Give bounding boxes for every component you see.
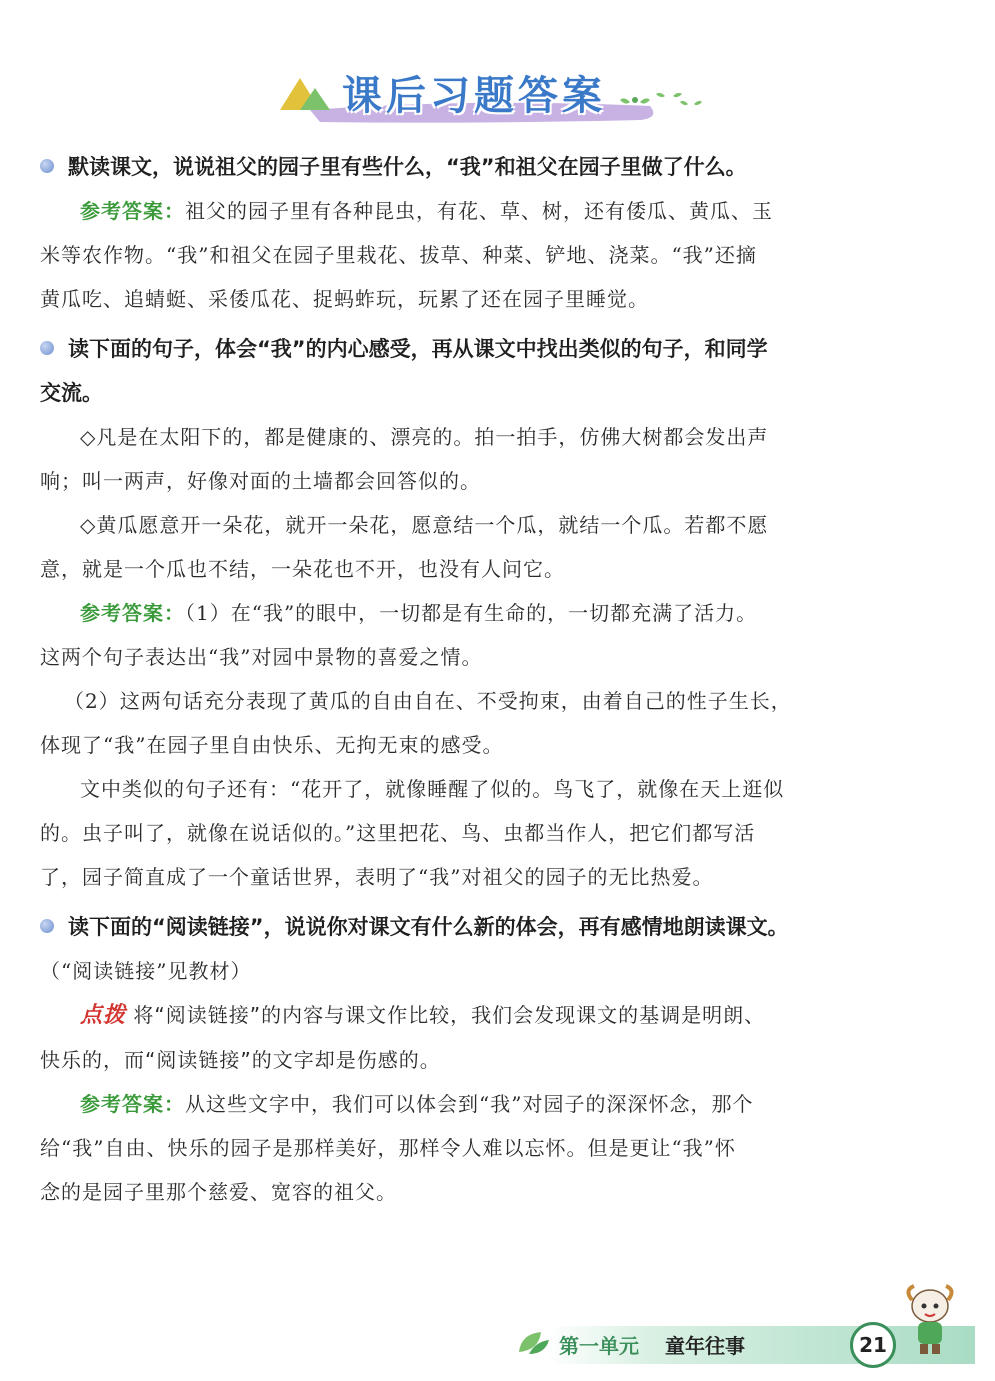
q2-sentence-1: ◇凡是在太阳下的，都是健康的、漂亮的。拍一拍手，仿佛大树都会发出声 <box>80 425 769 449</box>
q2-similar: 了，园子简直成了一个童话世界，表明了“我”对祖父的园子的无比热爱。 <box>40 865 714 889</box>
q1-answer-line <box>40 189 885 233</box>
question-1 <box>40 145 885 189</box>
q1-answer-text: 祖父的园子里有各种昆虫，有花、草、树，还有倭瓜、黄瓜、玉 <box>185 199 773 223</box>
q2-sentence-2: 意，就是一个瓜也不结，一朵花也不开，也没有人问它。 <box>40 557 565 581</box>
question-1-text: 默读课文，说说祖父的园子里有些什么，“我”和祖父在园子里做了什么。 <box>68 155 747 179</box>
question-3-text: 读下面的“阅读链接”，说说你对课文有什么新的体会，再有感情地朗读课文。 <box>68 915 789 939</box>
q2-answer-line <box>40 591 885 635</box>
q1-answer-line: 米等农作物。“我”和祖父在园子里栽花、拔草、种菜、铲地、浇菜。“我”还摘 <box>40 243 757 267</box>
question-3 <box>40 905 885 949</box>
footer-unit: 第一单元 <box>559 1334 639 1358</box>
mascot-icon <box>900 1278 960 1358</box>
q2-sentence-1: 响；叫一两声，好像对面的土墙都会回答似的。 <box>40 469 481 493</box>
q2-similar: 的。虫子叫了，就像在说话似的。”这里把花、鸟、虫都当作人，把它们都写活 <box>40 821 756 845</box>
question-2 <box>40 327 885 371</box>
q2-answer-text: （1）在“我”的眼中，一切都是有生命的，一切都充满了活力。 <box>185 601 758 625</box>
page-title: 课后习题答案 <box>342 73 606 119</box>
question-2-cont: 交流。 <box>40 381 103 405</box>
q1-answer-line: 黄瓜吃、追蜻蜓、采倭瓜花、捉蚂蚱玩，玩累了还在园子里睡觉。 <box>40 287 649 311</box>
q3-answer-line: 给“我”自由、快乐的园子是那样美好，那样令人难以忘怀。但是更让“我”怀 <box>40 1136 736 1160</box>
question-2-text: 读下面的句子，体会“我”的内心感受，再从课文中找出类似的句子，和同学 <box>68 337 768 361</box>
bullet-icon <box>40 159 54 173</box>
q3-tip: 快乐的，而“阅读链接”的文字却是伤感的。 <box>40 1048 441 1072</box>
q3-answer-text: 从这些文字中，我们可以体会到“我”对园子的深深怀念，那个 <box>185 1092 754 1116</box>
page-number: 21 <box>850 1322 896 1368</box>
q2-answer-2: 体现了“我”在园子里自由快乐、无拘无束的感受。 <box>40 733 504 757</box>
answer-label: 参考答案： <box>80 1092 185 1116</box>
footer-chapter: 童年往事 <box>665 1334 745 1358</box>
leaf-icon <box>515 1328 551 1358</box>
tip-label: 点拨 <box>80 1003 127 1028</box>
answer-label: 参考答案： <box>80 199 185 223</box>
q3-answer-line <box>40 1082 885 1126</box>
q3-tip-text: 将“阅读链接”的内容与课文作比较，我们会发现课文的基调是明朗、 <box>133 1003 766 1027</box>
footer <box>505 1318 995 1368</box>
q3-note: （“阅读链接”见教材） <box>40 959 252 983</box>
q3-tip <box>40 993 885 1038</box>
answer-label: 参考答案： <box>80 601 185 625</box>
q2-similar: 文中类似的句子还有：“花开了，就像睡醒了似的。鸟飞了，就像在天上逛似 <box>80 777 785 801</box>
q2-sentence-2: ◇黄瓜愿意开一朵花，就开一朵花，愿意结一个瓜，就结一个瓜。若都不愿 <box>80 513 769 537</box>
q2-answer-2: （2）这两句话充分表现了黄瓜的自由自在、不受拘束，由着自己的性子生长， <box>64 689 792 713</box>
header-banner <box>270 58 710 128</box>
bullet-icon <box>40 341 54 355</box>
q2-answer-line: 这两个句子表达出“我”对园中景物的喜爱之情。 <box>40 645 483 669</box>
bullet-icon <box>40 919 54 933</box>
q3-answer-line: 念的是园子里那个慈爱、宽容的祖父。 <box>40 1180 397 1204</box>
content <box>40 145 885 1214</box>
